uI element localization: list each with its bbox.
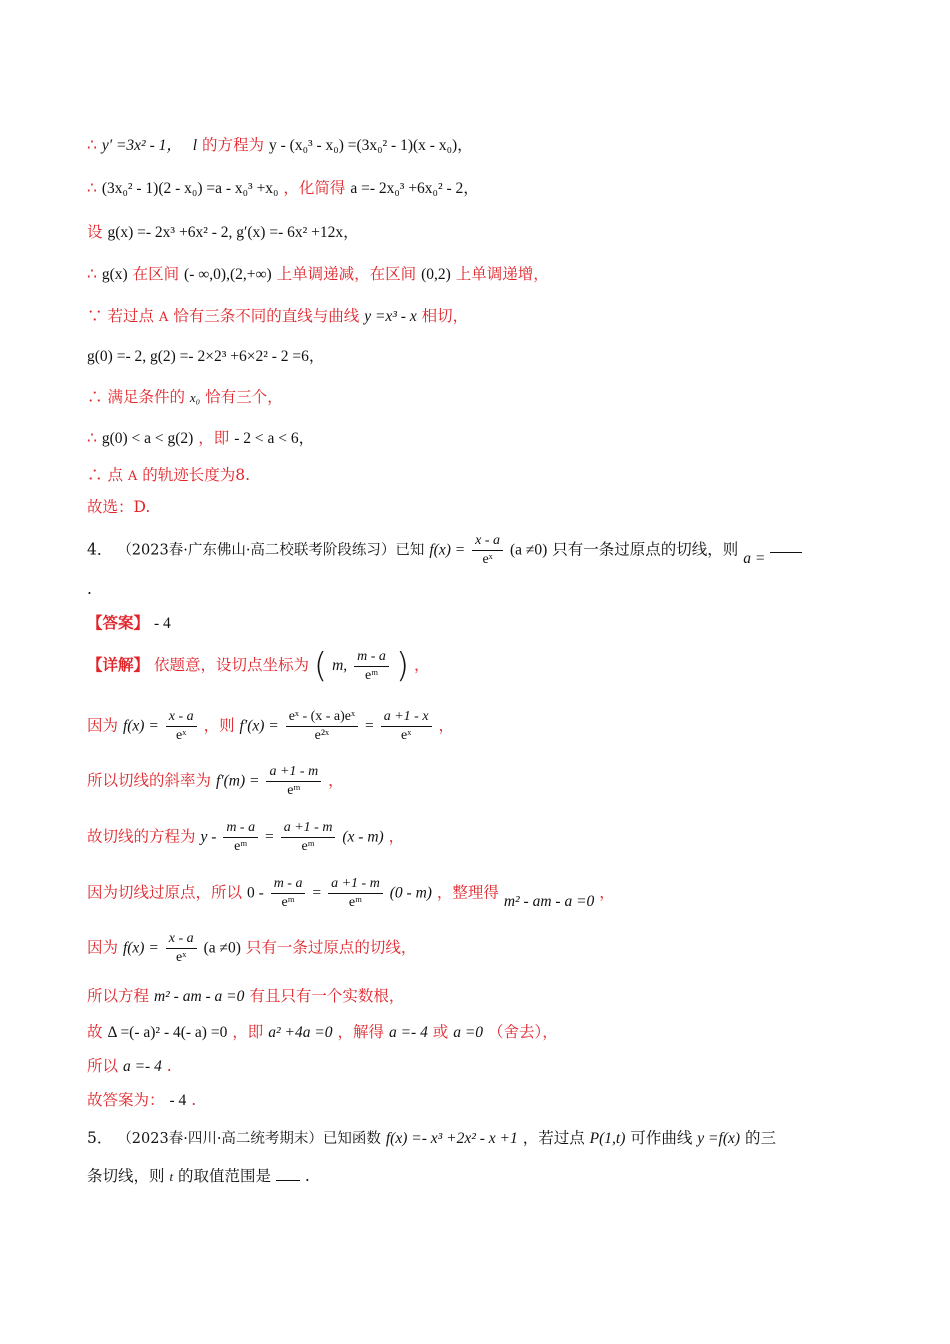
equals: = (365, 717, 374, 735)
quadratic-equation: m² - am - a =0 (503, 892, 595, 910)
function-definition: f(x) =- x³ +2x² - x +1 (385, 1130, 518, 1147)
point-a: A (158, 310, 169, 325)
solution-line-7 (87, 386, 283, 409)
answer-blank (770, 538, 802, 553)
left-paren: ( (313, 646, 328, 686)
detail-text: 故答案为： (87, 1091, 165, 1109)
detail-text: ，整理得 (436, 883, 499, 902)
solution-text: 的轨迹长度为8. (142, 466, 251, 484)
solution-line-8 (87, 427, 314, 450)
fraction: $\frac{x - a}{\text{eˣ}}$ (472, 532, 503, 569)
curve-equation: y =x³ - x (364, 308, 417, 325)
solution-text: 设 (87, 223, 103, 241)
point-a: A (127, 469, 138, 484)
because-symbol: ∵ (87, 307, 103, 325)
therefore-symbol: ∴ (87, 179, 97, 197)
solution-line-4 (87, 263, 549, 286)
fraction: $\frac{m - a}{\text{eᵐ}}$ (271, 875, 306, 912)
detail-text: ， (388, 827, 405, 846)
function-g: g(x) (101, 266, 128, 283)
fraction: $\frac{x - a}{\text{eˣ}}$ (166, 708, 197, 745)
question-4 (87, 532, 802, 569)
question-text: 只有一条过原点的切线，则 (552, 540, 739, 559)
solution-text: 相切， (421, 307, 469, 325)
solution-text: 恰有三条不同的直线与曲线 (173, 307, 360, 325)
solution-text: 若过点 (107, 307, 154, 325)
question-4-period (87, 578, 92, 600)
solution-line-3 (87, 221, 359, 244)
question-text: 的取值范围是 (178, 1167, 272, 1185)
detail-text: ，则 (203, 716, 235, 735)
detail-text: 依题意，设切点坐标为 (153, 656, 309, 674)
therefore-symbol: ∴ (87, 265, 97, 283)
solution-text: 上单调递增， (455, 265, 549, 283)
period: . (304, 1167, 310, 1185)
detail-line-2 (87, 708, 454, 745)
detail-line-3 (87, 763, 344, 800)
solution-text: 满足条件的 (107, 388, 185, 406)
solution-text: 在区间 (132, 265, 180, 283)
question-text: 的三 (744, 1129, 776, 1147)
detail-line-9 (87, 1055, 172, 1078)
y-term: y - (200, 828, 217, 846)
fraction: $\frac{a +1 - m}{\text{eᵐ}}$ (328, 875, 383, 912)
detail-text: 或 (432, 1023, 449, 1041)
tangent-equation: y - (x₀³ - x₀) =(3x₀² - 1)(x - x₀)， (269, 137, 473, 154)
question-source: （2023春·广东佛山·高二校联考阶段练习）已知 (117, 542, 425, 559)
detail-text: 只有一条过原点的切线， (245, 938, 417, 957)
final-value: a =- 4 (122, 1058, 162, 1075)
period: . (87, 580, 92, 598)
solution-line-5 (87, 305, 468, 329)
detail-text: 故切线的方程为 (87, 827, 196, 846)
choice-answer: 故选：D. (87, 498, 151, 516)
condition: (a ≠0) (203, 939, 241, 957)
solution-text: 上单调递减，在区间 (276, 265, 417, 283)
equals: = (312, 884, 322, 902)
detail-text: ， (414, 656, 430, 674)
detail-text: ，解得 (337, 1023, 385, 1041)
function-label: f(x) = (122, 939, 159, 957)
solution-line-2 (87, 177, 479, 200)
detail-text: ， (599, 883, 615, 902)
function-label: f(x) = (122, 717, 159, 735)
fraction: $\frac{m - a}{\text{eᵐ}}$ (354, 648, 389, 685)
solution-text: 的方程为 (202, 136, 265, 154)
equals: = (265, 828, 274, 846)
inequality-range: - 2 < a < 6， (234, 430, 315, 447)
question-number: 5． (87, 1129, 113, 1147)
detail-line-10 (87, 1089, 196, 1112)
detail-text: 因为 (87, 938, 119, 957)
solution-text: 恰有三个， (205, 388, 283, 406)
equation: a² +4a =0 (268, 1024, 333, 1041)
detail-text: . (191, 1091, 197, 1109)
detail-line-4 (87, 819, 404, 856)
therefore-symbol: ∴ (87, 388, 103, 406)
answer-blank (276, 1166, 300, 1181)
slope-label: f′(m) = (215, 772, 260, 790)
solution-2: a =0 (453, 1024, 484, 1041)
derivative-expression: y′ =3x² - 1， (101, 137, 182, 154)
detail-line-8 (87, 1021, 558, 1044)
factor: (0 - m) (389, 884, 432, 902)
fraction: $\frac{x - a}{\text{eˣ}}$ (166, 930, 197, 967)
question-number: 4． (87, 540, 113, 559)
question-5-line-2 (87, 1165, 310, 1188)
detail-text: （舍去）， (488, 1023, 558, 1041)
question-text: 条切线，则 (87, 1167, 165, 1185)
fraction: $\frac{a +1 - x}{\text{eˣ}}$ (381, 708, 432, 745)
right-paren: ) (395, 646, 410, 686)
point-m: m, (332, 657, 348, 674)
therefore-symbol: ∴ (87, 136, 97, 154)
condition: (a ≠0) (509, 541, 548, 559)
detail-text: ， (328, 771, 344, 790)
solution-text: 点 (107, 466, 123, 484)
fraction: $\frac{m - a}{\text{eᵐ}}$ (223, 819, 258, 856)
answer-line (87, 612, 171, 635)
curve-equation: y =f(x) (697, 1130, 741, 1147)
substitution-equation: (3x₀² - 1)(2 - x₀) =a - x₀³ +x₀ (101, 180, 279, 197)
solution-text: ，即 (198, 429, 230, 447)
derivative-label: f′(x) = (239, 717, 279, 735)
inequality: g(0) < a < g(2) (101, 430, 194, 447)
detail-label: 【详解】 (87, 655, 150, 674)
detail-text: 所以 (87, 1057, 119, 1075)
detail-text: 因为 (87, 716, 119, 735)
variable-t: t (169, 1169, 174, 1184)
detail-line-6 (87, 930, 416, 967)
solution-line-9 (87, 464, 250, 488)
fraction: $\frac{a +1 - m}{\text{eᵐ}}$ (281, 819, 336, 856)
function-definition: g(x) =- 2x³ +6x² - 2, g′(x) =- 6x² +12x， (107, 224, 359, 241)
solution-line-10 (87, 496, 150, 518)
quadratic-equation: m² - am - a =0 (153, 988, 245, 1005)
solution-line-1 (87, 134, 473, 157)
point-p: P(1,t) (589, 1130, 626, 1147)
zero-term: 0 - (246, 884, 264, 902)
detail-text: ，即 (232, 1023, 264, 1041)
question-source: （2023春·四川·高二统考期末）已知函数 (117, 1131, 381, 1147)
detail-text: 所以方程 (87, 987, 150, 1005)
function-label: f(x) = (429, 541, 466, 559)
function-values: g(0) =- 2, g(2) =- 2×2³ +6×2² - 2 =6， (87, 348, 325, 365)
interval-decreasing: (- ∞,0),(2,+∞) (184, 266, 272, 283)
simplified-equation: a =- 2x₀³ +6x₀² - 2， (350, 180, 479, 197)
answer-label: 【答案】 (87, 613, 150, 632)
answer-value: - 4 (153, 615, 171, 632)
detail-line-7 (87, 985, 404, 1008)
detail-text: 故 (87, 1023, 103, 1041)
detail-text: 所以切线的斜率为 (87, 771, 212, 790)
fraction: $\frac{a +1 - m}{\text{eᵐ}}$ (266, 763, 321, 800)
solution-line-6 (87, 345, 324, 368)
therefore-symbol: ∴ (87, 429, 97, 447)
question-text: ，若过点 (522, 1129, 585, 1147)
detail-line-5 (87, 875, 615, 912)
final-answer: - 4 (169, 1092, 187, 1109)
interval-increasing: (0,2) (421, 266, 451, 283)
detail-text: ， (438, 716, 454, 735)
therefore-symbol: ∴ (87, 466, 103, 484)
fraction: $\frac{\text{eˣ - (x - a)eˣ}}{\text{e²ˣ}}$ (286, 708, 358, 745)
solution-1: a =- 4 (388, 1024, 428, 1041)
detail-text: 因为切线过原点，所以 (87, 883, 243, 902)
factor: (x - m) (342, 828, 384, 846)
question-text: 可作曲线 (630, 1129, 693, 1147)
detail-text: 有且只有一个实数根， (249, 987, 405, 1005)
discriminant: Δ =(- a)² - 4(- a) =0 (107, 1024, 228, 1041)
answer-variable: a = (743, 549, 766, 567)
x0-symbol: x₀ (189, 390, 201, 405)
question-5 (87, 1127, 776, 1150)
detail-text: . (166, 1057, 172, 1075)
solution-text: ，化简得 (283, 179, 346, 197)
detail-line-1 (87, 646, 430, 686)
line-symbol: l (192, 137, 198, 154)
